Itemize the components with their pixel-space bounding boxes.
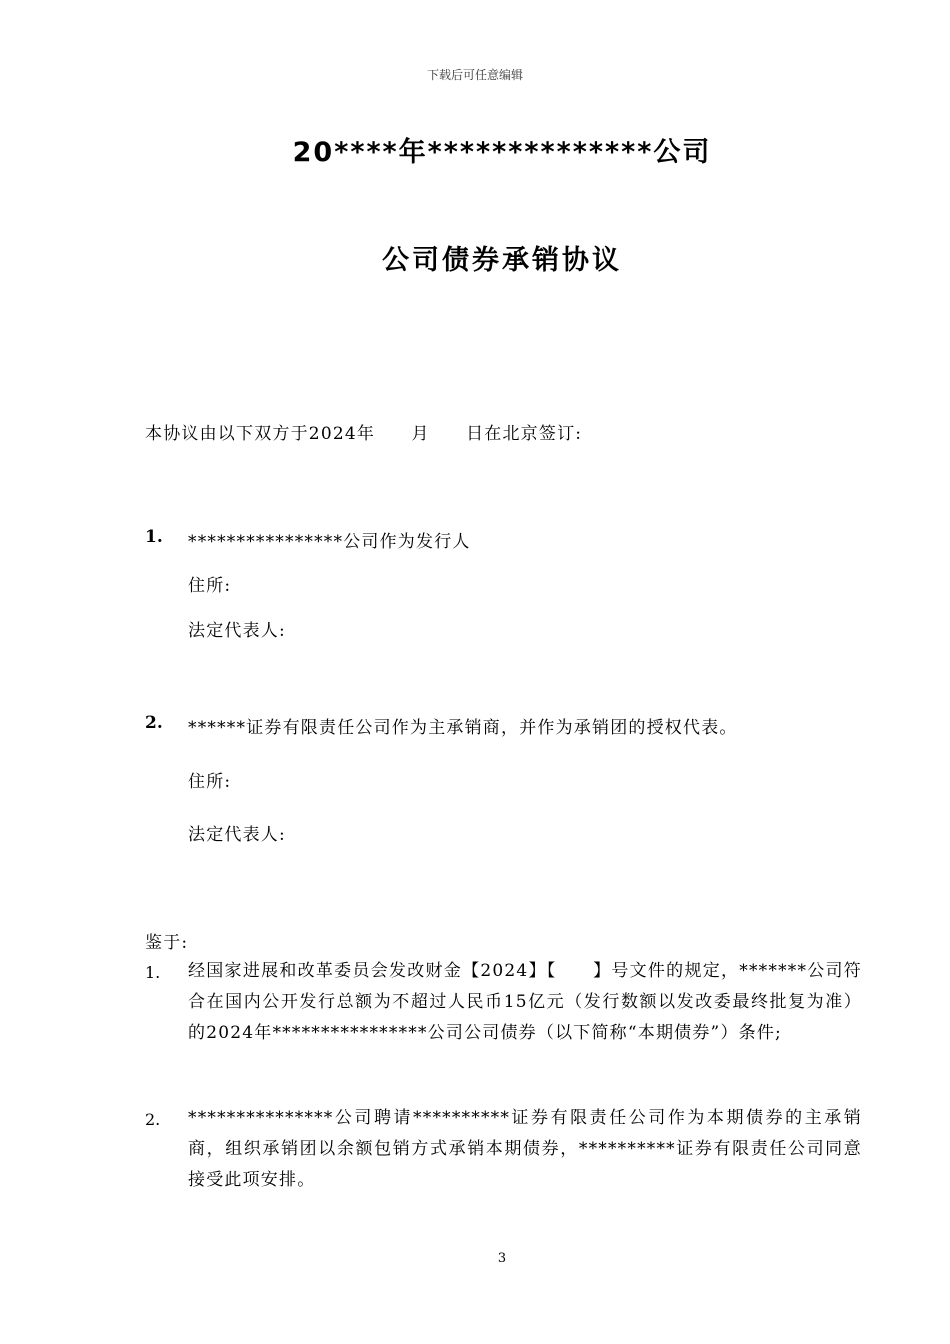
document-subtitle: 公司债券承销协议 bbox=[382, 245, 622, 276]
intro-line: 本协议由以下双方于2024年 月 日在北京签订: bbox=[145, 424, 583, 444]
whereas-item-1-text: 经国家进展和改革委员会发改财金【2024】【 】号文件的规定，*******公司符合在国内公开发行总额为不超过人民币15亿元（发行数额以发改委最终批复为准）的2024年****************公司公司债券（以下简称“本期债券”）条件; bbox=[188, 961, 862, 1043]
party-2-representative-label: 法定代表人: bbox=[188, 825, 286, 845]
party-1-number: 1. bbox=[145, 527, 163, 547]
whereas-item-2-text: ***************公司聘请**********证券有限责任公司作为本期债券的主承销商，组织承销团以余额包销方式承销本期债券，**********证券有限责任公司同意接受此项安排。 bbox=[188, 1108, 862, 1190]
party-2-number: 2. bbox=[145, 713, 163, 733]
document-title: 20****年**************公司 bbox=[292, 137, 712, 168]
party-2-address-label: 住所: bbox=[188, 772, 232, 792]
party-1-representative-label: 法定代表人: bbox=[188, 621, 286, 641]
whereas-label: 鉴于: bbox=[145, 933, 189, 953]
party-2-name: ******证券有限责任公司作为主承销商，并作为承销团的授权代表。 bbox=[188, 718, 738, 738]
party-1-address-label: 住所: bbox=[188, 576, 232, 596]
page-number: 3 bbox=[497, 1251, 507, 1266]
header-note: 下载后可任意编辑 bbox=[426, 68, 523, 82]
whereas-item-2-number: 2. bbox=[145, 1110, 161, 1129]
whereas-item-1-number: 1. bbox=[145, 963, 161, 982]
party-1-name: ****************公司作为发行人 bbox=[188, 532, 471, 552]
